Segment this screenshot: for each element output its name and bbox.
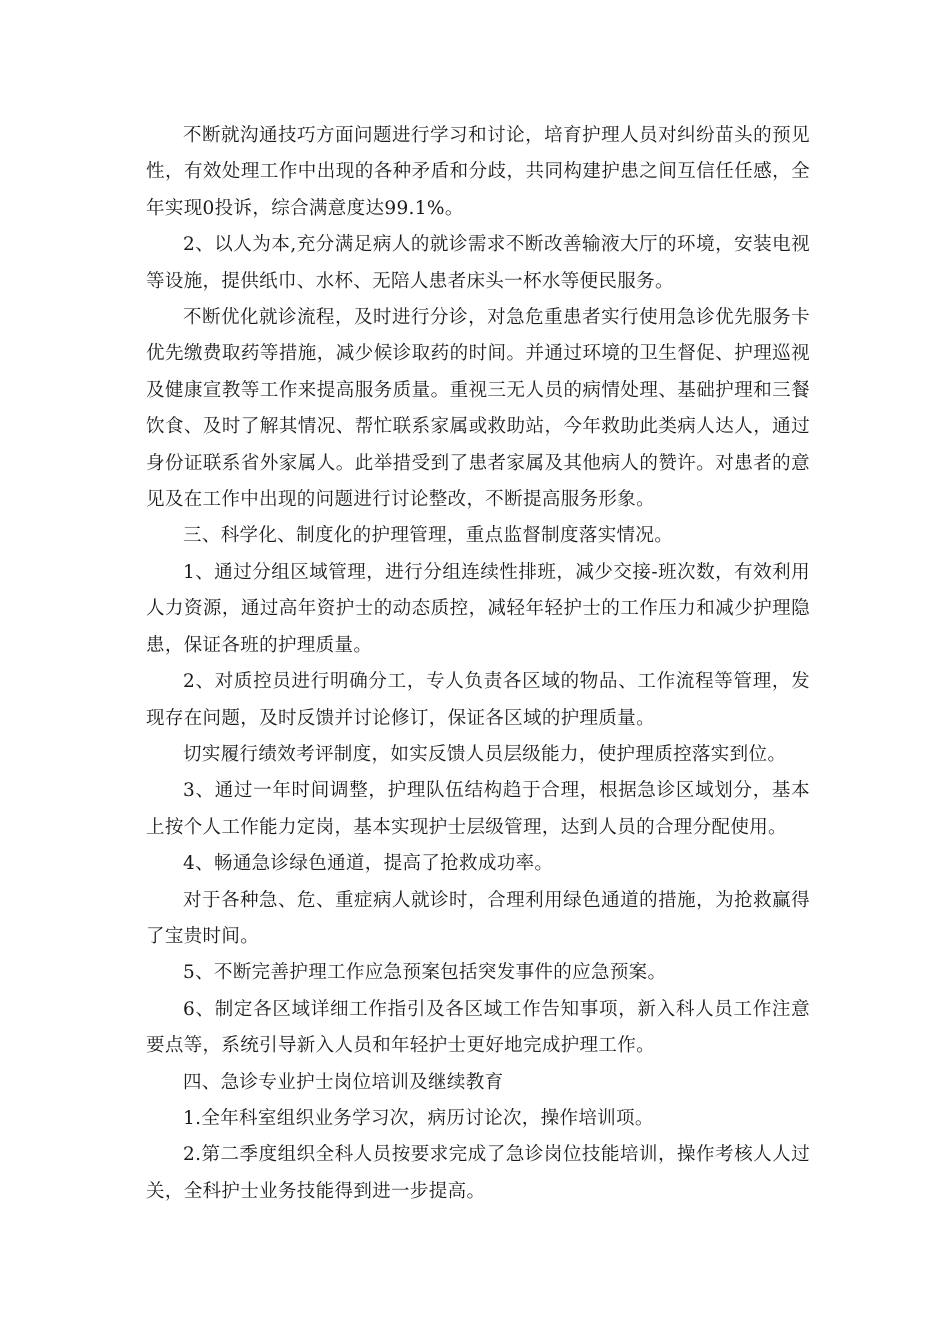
paragraph-item-3-adjustment: 3、通过一年时间调整，护理队伍结构趋于合理，根据急诊区域划分，基本上按个人工作能力定岗，基本实现护士层级管理，达到人员的合理分配使用。 (146, 780, 810, 838)
paragraph-item-2-people-oriented: 2、以人为本,充分满足病人的就诊需求不断改善输液大厅的环境，安装电视等设施，提供纸巾、水杯、无陪人患者床头一杯水等便民服务。 (146, 234, 810, 292)
paragraph-training-1: 1.全年科室组织业务学习次，病历讨论次，操作培训项。 (183, 1107, 654, 1129)
paragraph-item-5-emergency-plan: 5、不断完善护理工作应急预案包括突发事件的应急预案。 (183, 962, 667, 984)
paragraph-performance-review: 切实履行绩效考评制度，如实反馈人员层级能力，使护理质控落实到位。 (183, 743, 787, 765)
paragraph-green-channel-detail: 对于各种急、危、重症病人就诊时，合理利用绿色通道的措施，为抢救赢得了宝贵时间。 (146, 889, 810, 947)
paragraph-training-2: 2.第二季度组织全科人员按要求完成了急诊岗位技能培训，操作考核人人过关，全科护士业务技能得到进一步提高。 (146, 1144, 810, 1202)
section-heading-4: 四、急诊专业护士岗位培训及继续教育 (183, 1071, 504, 1093)
paragraph-optimize-process: 不断优化就诊流程，及时进行分诊，对急危重患者实行使用急诊优先服务卡优先缴费取药等措施，减少候诊取药的时间。并通过环境的卫生督促、护理巡视及健康宣教等工作来提高服务质量。重视三无人员的病情处理、基础护理和三餐饮食、及时了解其情况、帮忙联系家属或救助站，今年救助此类病人达人，通过身份证联系省外家属人。此举措受到了患者家属及其他病人的赞许。对患者的意见及在工作中出现的问题进行讨论整改，不断提高服务形象。 (146, 307, 810, 511)
paragraph-satisfaction: 不断就沟通技巧方面问题进行学习和讨论，培育护理人员对纠纷苗头的预见性，有效处理工作中出现的各种矛盾和分歧，共同构建护患之间互信任任感，全年实现0投诉，综合满意度达99.1%。 (146, 125, 810, 219)
paragraph-item-6-guidelines: 6、制定各区域详细工作指引及各区域工作告知事项，新入科人员工作注意要点等，系统引导新入人员和年轻护士更好地完成护理工作。 (146, 998, 810, 1057)
paragraph-item-2-quality-control: 2、对质控员进行明确分工，专人负责各区域的物品、工作流程等管理，发现存在问题，及时反馈并讨论修订，保证各区域的护理质量。 (146, 671, 810, 729)
paragraph-item-4-green-channel: 4、畅通急诊绿色通道，提高了抢救成功率。 (183, 853, 554, 875)
paragraph-item-1-zoning: 1、通过分组区域管理，进行分组连续性排班，减少交接-班次数，有效利用人力资源，通过高年资护士的动态质控，减轻年轻护士的工作压力和减少护理隐患，保证各班的护理质量。 (146, 561, 810, 656)
document-body (146, 118, 810, 1210)
section-heading-3: 三、科学化、制度化的护理管理，重点监督制度落实情况。 (183, 525, 674, 547)
